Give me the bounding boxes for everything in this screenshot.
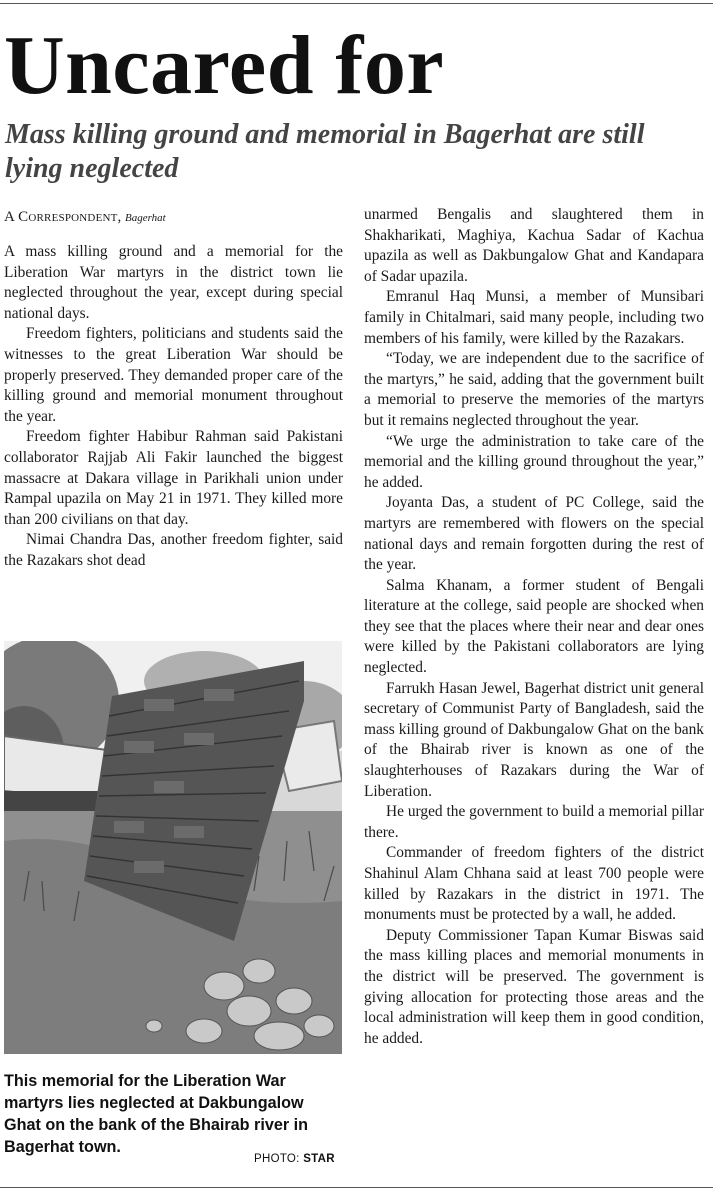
paragraph: Emranul Haq Munsi, a member of Munsibari family in Chitalmari, said many people, including two members of his family, were killed by the Razakars. <box>364 288 704 347</box>
byline <box>4 207 166 228</box>
paragraph: Deputy Commissioner Tapan Kumar Biswas said the mass killing places and memorial monuments in the district will be preserved. The government is giving allocation for protecting those areas and the local administration will keep them in good condition, he added. <box>364 926 704 1047</box>
paragraph: He urged the government to build a memorial pillar there. <box>364 803 704 841</box>
paragraph: unarmed Bengalis and slaughtered them in Shakharikati, Maghiya, Kachua Sadar of Kachua upazila as well as Dakbungalow Ghat and Kandapara of Sadar upazila. <box>364 206 704 285</box>
paragraph: Joyanta Das, a student of PC College, said the martyrs are remembered with flowers on the special national days and remain forgotten during the rest of the year. <box>364 494 704 574</box>
bottom-rule <box>0 1187 713 1188</box>
photo-caption: This memorial for the Liberation War martyrs lies neglected at Dakbungalow Ghat on the bank of the Bhairab river in Bagerhat town. <box>4 1072 309 1156</box>
photo-credit-prefix: PHOTO: <box>254 1153 300 1165</box>
paragraph: A mass killing ground and a memorial for the Liberation War martyrs in the district town lie neglected throughout the year, except during special national days. <box>4 243 343 322</box>
paragraph: Nimai Chandra Das, another freedom fighter, said the Razakars shot dead <box>4 531 343 569</box>
top-rule <box>0 3 713 4</box>
paragraph: Farrukh Hasan Jewel, Bagerhat district unit general secretary of Communist Party of Bangladesh, said the mass killing ground of Dakbungalow Ghat on the bank of the Bhairab river is known as one of the slaughterhouses of Razakars during the War of Liberation. <box>364 679 704 800</box>
memorial-photo <box>4 641 342 1054</box>
byline-place: Bagerhat <box>125 212 166 224</box>
memorial-photo-illustration <box>4 641 342 1054</box>
paragraph: Commander of freedom fighters of the district Shahinul Alam Chhana said at least 700 people were killed by Razakars in the district in 1971. The monuments must be protected by a wall, he added. <box>364 844 704 924</box>
headline: Uncared for <box>4 19 445 112</box>
byline-name: A Correspondent, <box>4 209 122 225</box>
article-column-2 <box>364 205 704 1049</box>
deck-subheadline: Mass killing ground and memorial in Bagerhat are still lying neglected <box>5 119 645 184</box>
photo-credit-source: STAR <box>303 1153 335 1165</box>
paragraph: Freedom fighters, politicians and students said the witnesses to the great Liberation War should be properly preserved. They demanded proper care of the killing ground and memorial monument throughout the year. <box>4 325 343 425</box>
paragraph: Salma Khanam, a former student of Bengali literature at the college, said people are shocked when they see that the places where their near and dear ones were killed by the Pakistani collaborators are lying neglected. <box>364 576 704 677</box>
paragraph: “Today, we are independent due to the sacrifice of the martyrs,” he said, adding that the government built a memorial to preserve the memories of the martyrs but it remains neglected throughout the year. <box>364 350 704 429</box>
paragraph: “We urge the administration to take care of the memorial and the killing ground throughout the year,” he added. <box>364 432 704 491</box>
photo-credit <box>254 1152 335 1166</box>
paragraph: Freedom fighter Habibur Rahman said Pakistani collaborator Rajjab Ali Fakir launched the biggest massacre at Dakara village in Parikhali union under Rampal upazila on May 21 in 1971. They killed more than 200 civilians on that day. <box>4 428 343 528</box>
article-column-1 <box>4 242 343 572</box>
